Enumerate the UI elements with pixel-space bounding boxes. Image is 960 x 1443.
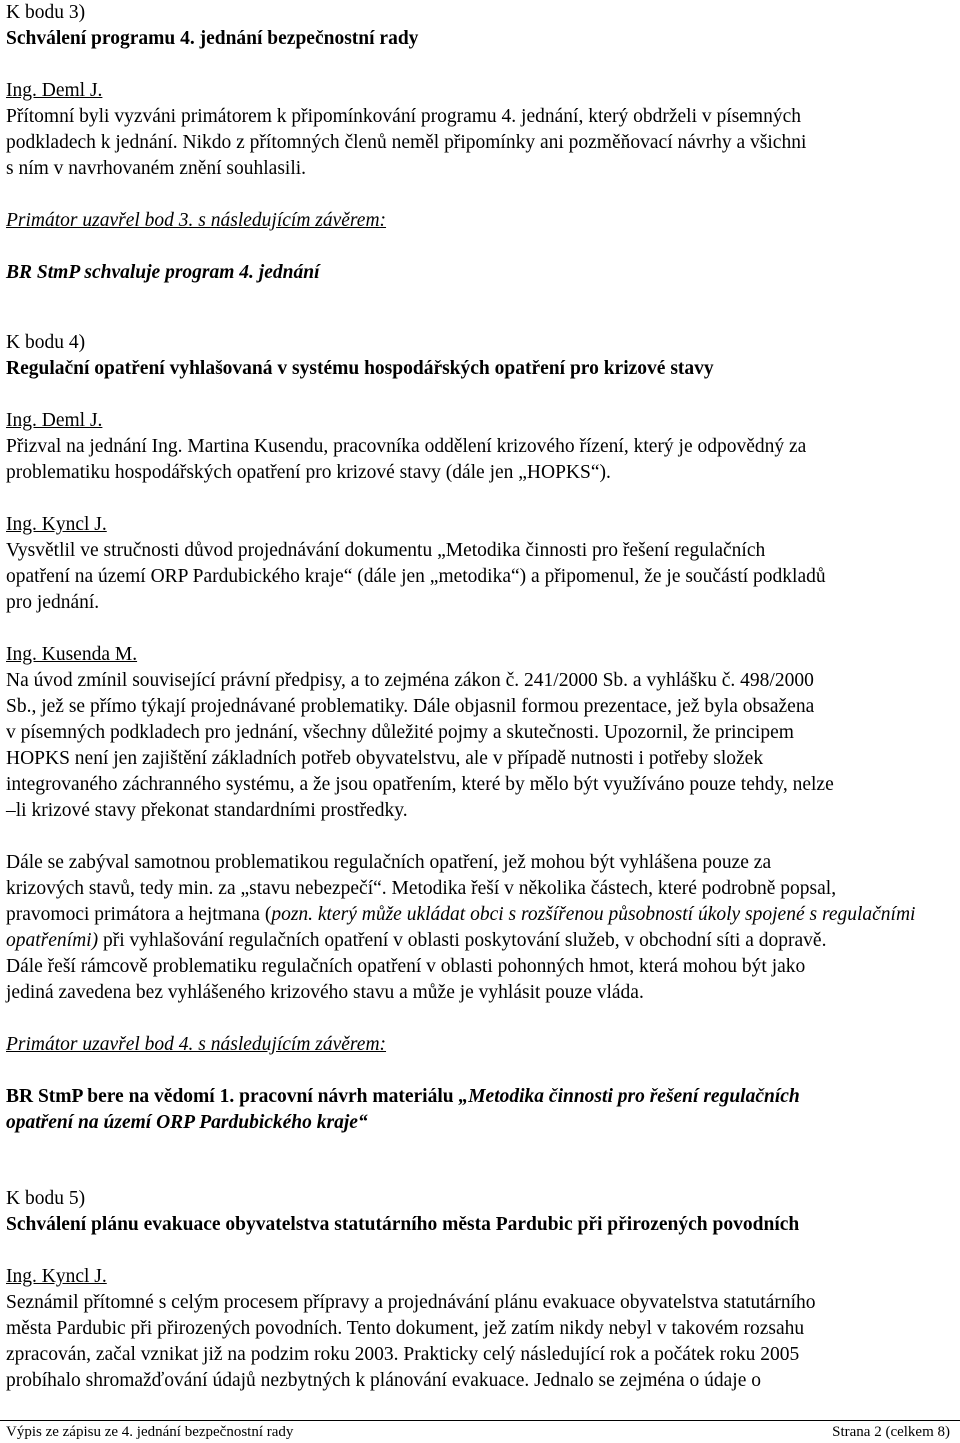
item3-title: Schválení programu 4. jednání bezpečnostní rady <box>6 28 419 49</box>
item3-closing: Primátor uzavřel bod 3. s následujícím závěrem: <box>6 210 387 231</box>
resolution-normal: BR StmP bere na vědomí 1. pracovní návrh materiálu <box>6 1086 459 1107</box>
item4-text4-line: Dále řeší rámcově problematiku regulačních opatření v oblasti pohonných hmot, která mohou být jako <box>6 956 806 977</box>
item3-resolution: BR StmP schvaluje program 4. jednání <box>6 262 320 283</box>
item4-text2-line: pro jednání. <box>6 592 100 613</box>
item4-resolution-cont: opatření na území ORP Pardubického kraje“ <box>6 1112 368 1133</box>
document-page <box>6 0 951 1394</box>
item3-text-line: Přítomní byli vyzváni primátorem k připomínkování programu 4. jednání, který obdrželi v písemných <box>6 106 802 127</box>
item4-text4-line <box>6 902 951 928</box>
item4-text3-line: v písemných podkladech pro jednání, všechny důležité pojmy a skutečnosti. Upozornil, že principem <box>6 722 794 743</box>
page-footer <box>0 1420 960 1443</box>
item4-text3-line: Sb., jež se přímo týkají projednávané problematiky. Dále objasnil formou prezentace, jež byla obsažena <box>6 696 815 717</box>
item3-heading: K bodu 3) <box>6 2 86 23</box>
item4-text4-line: jediná zavedena bez vyhlášeného krizového stavu a může je vyhlásit pouze vláda. <box>6 982 644 1003</box>
item4-title: Regulační opatření vyhlašovaná v systému hospodářských opatření pro krizové stavy <box>6 358 714 379</box>
item4-text3-line: integrovaného záchranného systému, a že jsou opatřením, které by mělo být využíváno pouze tehdy, nelze <box>6 774 834 795</box>
text4-line4-normal: při vyhlašování regulačních opatření v oblasti poskytování služeb, v obchodní síti a dopravě. <box>98 930 827 951</box>
item3-text-line: s ním v navrhovaném znění souhlasili. <box>6 158 307 179</box>
item5-text-line: Seznámil přítomné s celým procesem přípravy a projednávání plánu evakuace obyvatelstva statutárního <box>6 1292 816 1313</box>
item5-title: Schválení plánu evakuace obyvatelstva statutárního města Pardubic při přirozených povodních <box>6 1214 800 1235</box>
item4-text4-line: Dále se zabýval samotnou problematikou regulačních opatření, jež mohou být vyhlášena pouze za <box>6 852 772 873</box>
text4-line4-italic: opatřeními) <box>6 930 99 951</box>
resolution-italic: „Metodika činnosti pro řešení regulačních <box>458 1086 800 1107</box>
footer-title: Výpis ze zápisu ze 4. jednání bezpečnostní rady <box>6 1424 294 1440</box>
item5-text-line: zpracován, začal vznikat již na podzim roku 2003. Prakticky celý následující rok a počátek roku 2005 <box>6 1344 800 1365</box>
item3-speaker: Ing. Deml J. <box>6 80 103 101</box>
item4-speaker2: Ing. Kyncl J. <box>6 514 107 535</box>
item5-heading: K bodu 5) <box>6 1188 86 1209</box>
text4-line3-normal: pravomoci primátora a hejtmana ( <box>6 904 272 925</box>
item3-text-line: podkladech k jednání. Nikdo z přítomných členů neměl připomínky ani pozměňovací návrhy a všichni <box>6 132 807 153</box>
item5-text-line: města Pardubic při přirozených povodních. Tento dokument, jež zatím nikdy nebyl v takovém rozsahu <box>6 1318 805 1339</box>
footer-page-number: Strana 2 (celkem 8) <box>832 1424 950 1440</box>
item4-resolution <box>6 1084 951 1110</box>
item4-text3-line: Na úvod zmínil související právní předpisy, a to zejména zákon č. 241/2000 Sb. a vyhlášku č. 498/2000 <box>6 670 814 691</box>
text4-line3-italic: pozn. který může ukládat obci s rozšířenou působností úkoly spojené s regulačními <box>271 904 916 925</box>
item5-speaker: Ing. Kyncl J. <box>6 1266 107 1287</box>
item4-text4-line: krizových stavů, tedy min. za „stavu nebezpečí“. Metodika řeší v několika částech, které podrobně popsal, <box>6 878 837 899</box>
item4-text2-line: opatření na území ORP Pardubického kraje“ (dále jen „metodika“) a připomenul, že je součástí podkladů <box>6 566 826 587</box>
item4-text1-line: problematiku hospodářských opatření pro krizové stavy (dále jen „HOPKS“). <box>6 462 611 483</box>
item4-speaker3: Ing. Kusenda M. <box>6 644 138 665</box>
item4-speaker1: Ing. Deml J. <box>6 410 103 431</box>
item4-text1-line: Přizval na jednání Ing. Martina Kusendu, pracovníka oddělení krizového řízení, který je odpovědný za <box>6 436 807 457</box>
item4-closing: Primátor uzavřel bod 4. s následujícím závěrem: <box>6 1034 387 1055</box>
item4-text4-line <box>6 928 951 954</box>
item4-text3-line: HOPKS není jen zajištění základních potřeb obyvatelstvu, ale v případě nutnosti i potřeby složek <box>6 748 764 769</box>
item4-heading: K bodu 4) <box>6 332 86 353</box>
item4-text2-line: Vysvětlil ve stručnosti důvod projednávání dokumentu „Metodika činnosti pro řešení regulačních <box>6 540 766 561</box>
item4-text3-line: –li krizové stavy překonat standardními prostředky. <box>6 800 408 821</box>
item5-text-line: probíhalo shromažďování údajů nezbytných k plánování evakuace. Jednalo se zejména o údaje o <box>6 1370 761 1391</box>
